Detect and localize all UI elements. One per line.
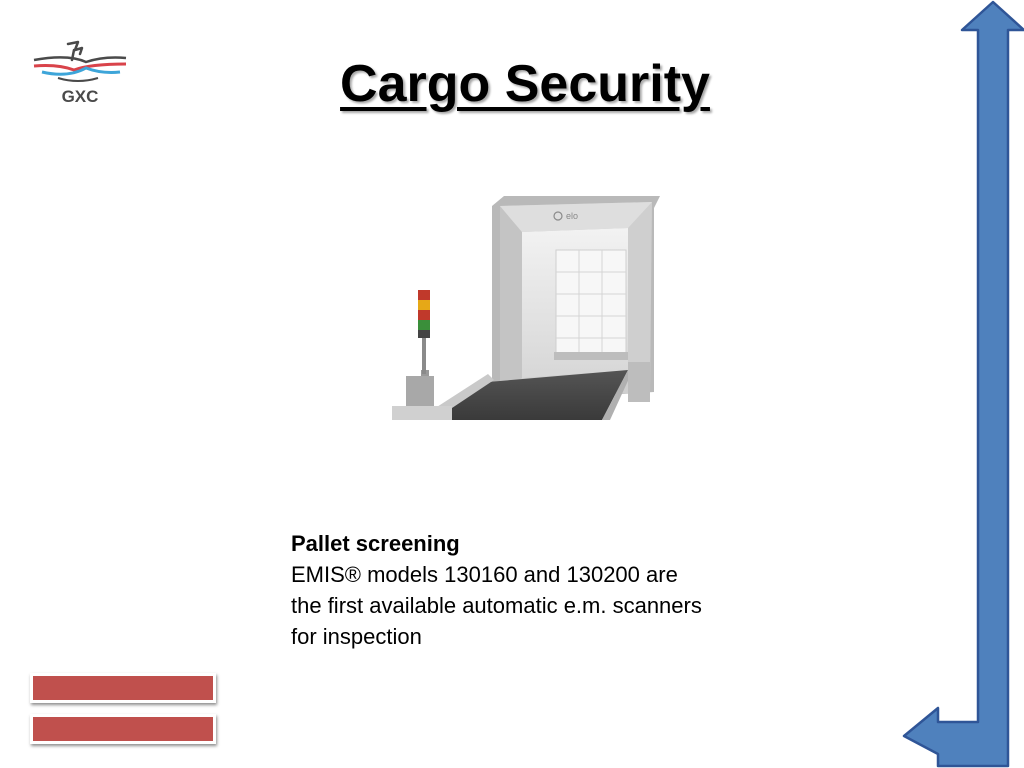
caption-heading: Pallet screening: [291, 531, 460, 556]
nav-button-1[interactable]: [30, 673, 216, 703]
eagle-logo-icon: [28, 38, 132, 108]
gxc-logo: [28, 38, 132, 108]
caption-line: EMIS® models 130160 and 130200 are: [291, 562, 678, 587]
return-arrow-button[interactable]: [898, 0, 1024, 768]
caption-line: the first available automatic e.m. scanners: [291, 593, 702, 618]
nav-button-2[interactable]: [30, 714, 216, 744]
caption-block: [291, 528, 791, 652]
logo-text: GXC: [61, 87, 99, 106]
pallet-scanner-photo: [392, 192, 660, 420]
up-and-back-arrow-icon: [898, 0, 1024, 768]
brand-mark: elo: [566, 211, 579, 221]
caption-line: for inspection: [291, 624, 422, 649]
slide-title: Cargo Security: [340, 55, 710, 113]
